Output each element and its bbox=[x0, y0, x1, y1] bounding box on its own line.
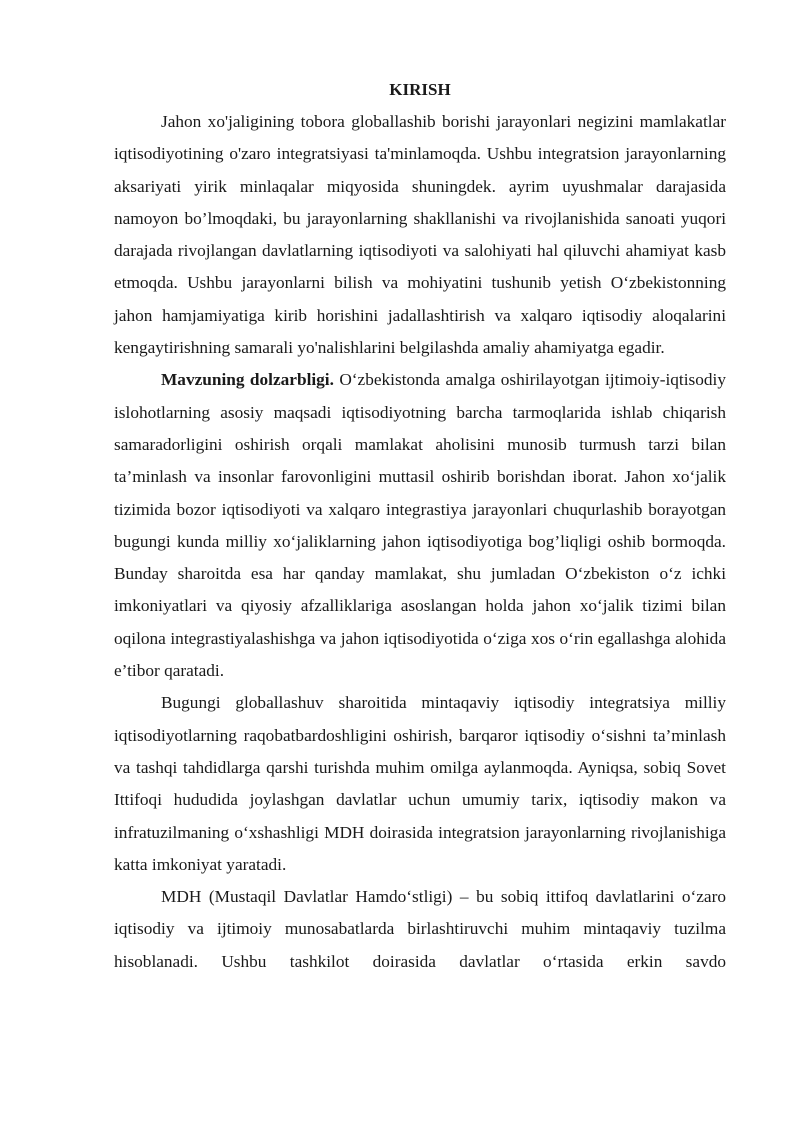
document-page bbox=[114, 74, 726, 978]
document-title: KIRISH bbox=[389, 80, 451, 99]
paragraph-lead: Mavzuning dolzarbligi. bbox=[161, 370, 334, 390]
paragraph-globalization bbox=[114, 687, 726, 881]
paragraph-text: O‘zbekistonda amalga oshirilayotgan ijtimoiy-iqtisodiy islohotlarning asosiy maqsadi iqtisodiyotning barcha tarmoqlarida ishlab chiqarish samaradorligini oshirish orqali mamlakat aholisini munosib turmush tarzi bilan ta’minlash va insonlar farovonligini muttasil oshirib borishdan iborat. Jahon xo‘jalik tizimida bozor iqtisodiyoti va xalqaro integrastiya jarayonlari chuqurlashib borayotgan bugungi kunda milliy xo‘jaliklarning jahon iqtisodiyotiga bog’liqligi oshib bormoqda. Bunday sharoitda esa har qanday mamlakat, shu jumladan O‘zbekiston o‘z ichki imkoniyatlari va qiyosiy afzalliklariga asoslangan holda jahon xo‘jalik tizimi bilan oqilona integrastiyalashishga va jahon iqtisodiyotida o‘ziga xos o‘rin egallashga alohida e’tibor qaratadi. bbox=[114, 370, 726, 681]
paragraph-intro bbox=[114, 106, 726, 364]
paragraph-text: MDH (Mustaqil Davlatlar Hamdo‘stligi) – bu sobiq ittifoq davlatlarini o‘zaro iqtisodiy va ijtimoiy munosabatlarda birlashtiruvchi muhim mintaqaviy tuzilma hisoblanadi. Ushbu tashkilot doirasida davlatlar o‘rtasida erkin savdo bbox=[114, 887, 726, 971]
paragraph-text: Bugungi globallashuv sharoitida mintaqaviy iqtisodiy integratsiya milliy iqtisodiyotlarning raqobatbardoshligini oshirish, barqaror iqtisodiy o‘sishni ta’minlash va tashqi tahdidlarga qarshi turishda muhim omilga aylanmoqda. Ayniqsa, sobiq Sovet Ittifoqi hududida joylashgan davlatlar uchun umumiy tarix, iqtisodiy makon va infratuzilmaning o‘xshashligi MDH doirasida integratsion jarayonlarning rivojlanishiga katta imkoniyat yaratadi. bbox=[114, 693, 726, 874]
paragraph-cis bbox=[114, 881, 726, 978]
paragraph-relevance bbox=[114, 364, 726, 687]
paragraph-text: Jahon xo'jaligining tobora globallashib borishi jarayonlari negizini mamlakatlar iqtisodiyotining o'zaro integratsiyasi ta'minlamoqda. Ushbu integratsion jarayonlarning aksariyati yirik minlaqalar miqyosida shuningdek. ayrim uyushmalar darajasida namoyon bo’lmoqdaki, bu jarayonlarning shakllanishi va rivojlanishida sanoati yuqori darajada rivojlangan davlatlarning iqtisodiyoti va salohiyati hal qiluvchi ahamiyat kasb etmoqda. Ushbu jarayonlarni bilish va mohiyatini tushunib yetish O‘zbekistonning jahon hamjamiyatiga kirib horishini jadallashtirish va xalqaro iqtisodiy aloqalarini kengaytirishning samarali yo'nalishlarini belgilashda amaliy ahamiyatga egadir. bbox=[114, 112, 726, 358]
